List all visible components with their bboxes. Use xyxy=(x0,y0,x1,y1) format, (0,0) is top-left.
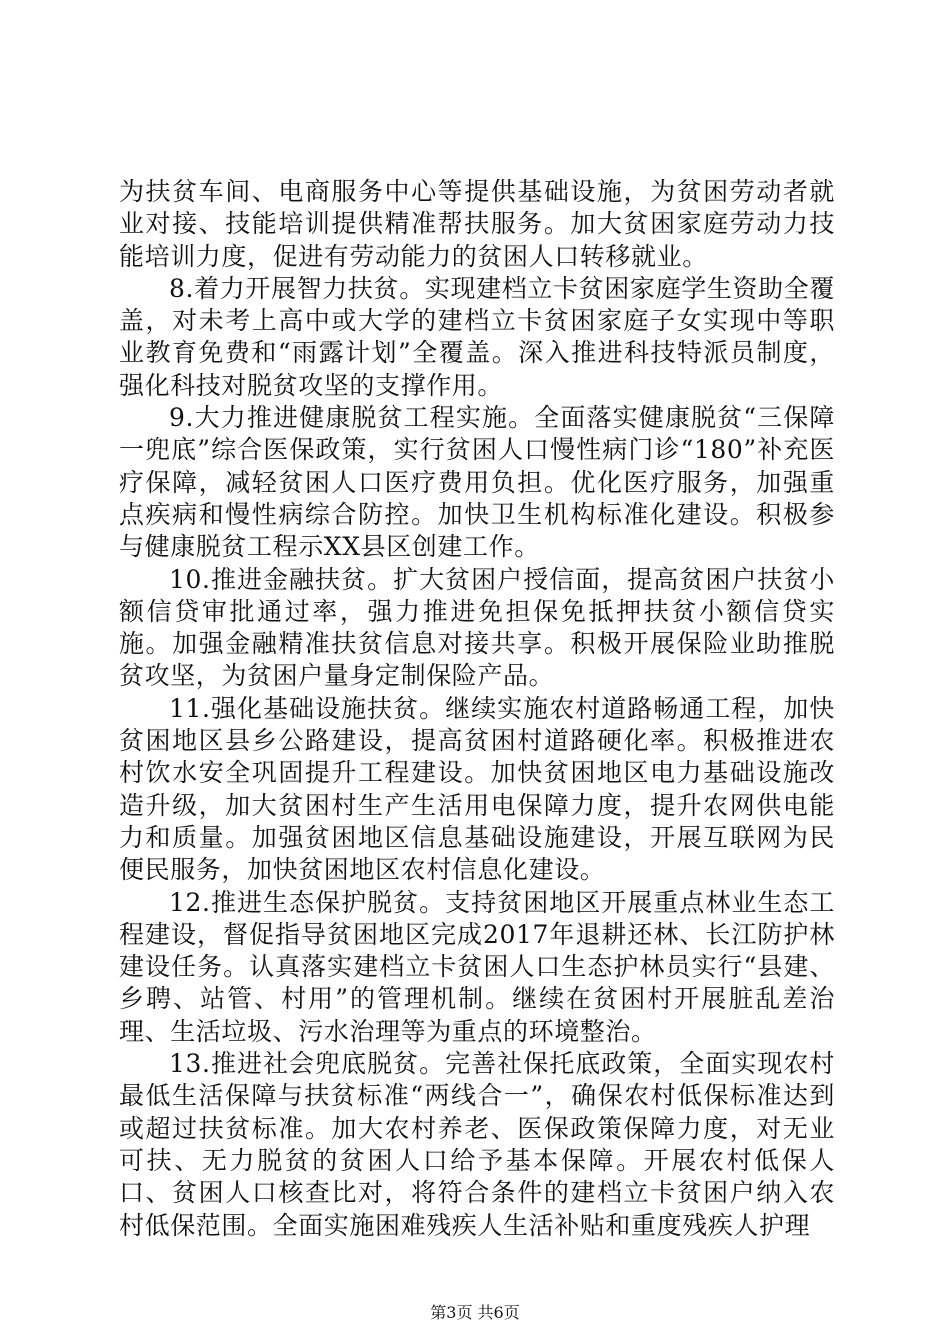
document-body xyxy=(119,176,835,1242)
paragraph-6: 12.推进生态保护脱贫。支持贫困地区开展重点林业生态工程建设，督促指导贫困地区完成2017年退耕还林、长江防护林建设任务。认真落实建档立卡贫困人口生态护林员实行“县建、乡聘、站管、村用”的管理机制。继续在贫困村开展脏乱差治理、生活垃圾、污水治理等为重点的环境整治。 xyxy=(119,887,835,1046)
paragraph-1: 为扶贫车间、电商服务中心等提供基础设施，为贫困劳动者就业对接、技能培训提供精准帮扶服务。加大贫困家庭劳动力技能培训力度，促进有劳动能力的贫困人口转移就业。 xyxy=(119,177,835,271)
paragraph-4: 10.推进金融扶贫。扩大贫困户授信面，提高贫困户扶贫小额信贷审批通过率，强力推进免担保免抵押扶贫小额信贷实施。加强金融精准扶贫信息对接共享。积极开展保险业助推脱贫攻坚，为贫困户量身定制保险产品。 xyxy=(119,564,835,691)
paragraph-3: 9.大力推进健康脱贫工程实施。全面落实健康脱贫“三保障一兜底”综合医保政策，实行贫困人口慢性病门诊“180”补充医疗保障，减轻贫困人口医疗费用负担。优化医疗服务，加强重点疾病和慢性病综合防控。加快卫生机构标准化建设。积极参与健康脱贫工程示XX县区创建工作。 xyxy=(119,403,835,562)
paragraph-2: 8.着力开展智力扶贫。实现建档立卡贫困家庭学生资助全覆盖，对未考上高中或大学的建档立卡贫困家庭子女实现中等职业教育免费和“雨露计划”全覆盖。深入推进科技特派员制度，强化科技对脱贫攻坚的支撑作用。 xyxy=(119,273,835,400)
paragraph-7: 13.推进社会兜底脱贫。完善社保托底政策，全面实现农村最低生活保障与扶贫标准“两线合一”，确保农村低保标准达到或超过扶贫标准。加大农村养老、医保政策保障力度，对无业可扶、无力脱贫的贫困人口给予基本保障。开展农村低保人口、贫困人口核查比对，将符合条件的建档立卡贫困户纳入农村低保范围。全面实施困难残疾人生活补贴和重度残疾人护理 xyxy=(119,1049,835,1240)
page-number-label: 第3页 共6页 xyxy=(430,1303,520,1322)
page-footer xyxy=(0,1300,950,1323)
paragraph-5: 11.强化基础设施扶贫。继续实施农村道路畅通工程，加快贫困地区县乡公路建设，提高贫困村道路硬化率。积极推进农村饮水安全巩固提升工程建设。加快贫困地区电力基础设施改造升级，加大贫困村生产生活用电保障力度，提升农网供电能力和质量。加强贫困地区信息基础设施建设，开展互联网为民便民服务，加快贫困地区农村信息化建设。 xyxy=(119,693,835,885)
